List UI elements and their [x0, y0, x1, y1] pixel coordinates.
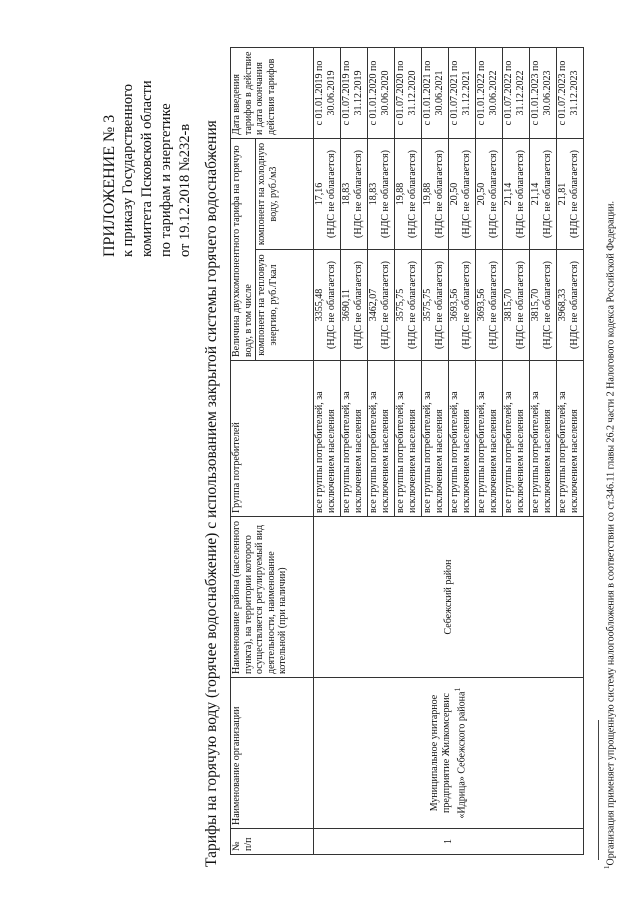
consumer-group: все группы потребителей, за исключением населения: [557, 361, 584, 517]
tariff-period: с 01.07.2019 по 31.12.2019: [341, 48, 368, 139]
cold-component: [503, 139, 530, 250]
cold-component: [449, 139, 476, 250]
cold-value: 19,88: [422, 182, 433, 206]
consumer-group: все группы потребителей, за исключением населения: [395, 361, 422, 517]
appendix-line: комитета Псковской области: [139, 80, 155, 257]
tariff-period: с 01.07.2022 по 31.12.2022: [503, 48, 530, 139]
table-row: [314, 48, 341, 855]
header-tariff: Величина двухкомпонентного тарифа на горячую воду, в том числе: [231, 139, 256, 361]
cold-value: 21,81: [557, 182, 568, 206]
cold-value: 21,14: [530, 182, 541, 206]
consumer-group: все группы потребителей, за исключением населения: [314, 361, 341, 517]
header-num: № п/п: [231, 829, 314, 855]
footnote-divider: [598, 720, 599, 860]
vat-note: (НДС не облагается): [406, 261, 418, 349]
vat-note: (НДС не облагается): [379, 150, 391, 238]
consumer-group: все группы потребителей, за исключением населения: [368, 361, 395, 517]
row-number: 1: [314, 829, 584, 855]
vat-note: (НДС не облагается): [379, 261, 391, 349]
vat-note: (НДС не облагается): [514, 261, 526, 349]
heat-value: 3815,70: [530, 288, 541, 322]
tariff-period: с 01.01.2019 по 30.06.2019: [314, 48, 341, 139]
footnote-ref: 1: [453, 687, 463, 692]
cold-component: [476, 139, 503, 250]
cold-value: 20,50: [449, 182, 460, 206]
vat-note: (НДС не облагается): [541, 150, 553, 238]
vat-note: (НДС не облагается): [568, 261, 580, 349]
vat-note: (НДС не облагается): [568, 150, 580, 238]
header-org: Наименование организации: [231, 678, 314, 829]
heat-component: [341, 250, 368, 361]
vat-note: (НДС не облагается): [460, 261, 472, 349]
vat-note: (НДС не облагается): [487, 261, 499, 349]
heat-value: 3815,70: [503, 288, 514, 322]
vat-note: (НДС не облагается): [433, 150, 445, 238]
heat-component: [503, 250, 530, 361]
heat-value: 3690,11: [341, 288, 352, 322]
heat-value: 3968,33: [557, 288, 568, 322]
vat-note: (НДС не облагается): [352, 261, 364, 349]
consumer-group: все группы потребителей, за исключением населения: [476, 361, 503, 517]
cold-value: 21,14: [503, 182, 514, 206]
header-dates: Дата введения тарифов в действие и дата окончания действия тарифов: [231, 48, 314, 139]
heat-component: [449, 250, 476, 361]
cold-component: [368, 139, 395, 250]
district-name: Себежский район: [314, 517, 584, 678]
tariff-period: с 01.01.2021 по 30.06.2021: [422, 48, 449, 139]
heat-component: [476, 250, 503, 361]
heat-value: 3462,07: [368, 288, 379, 322]
cold-value: 19,88: [395, 182, 406, 206]
consumer-group: все группы потребителей, за исключением населения: [530, 361, 557, 517]
consumer-group: все группы потребителей, за исключением населения: [503, 361, 530, 517]
organization-name: [314, 678, 584, 829]
consumer-group: все группы потребителей, за исключением населения: [341, 361, 368, 517]
appendix-date: от 19.12.2018 №232-в: [177, 123, 193, 257]
heat-value: 3355,48: [314, 288, 325, 322]
cold-component: [422, 139, 449, 250]
heat-component: [422, 250, 449, 361]
heat-component: [395, 250, 422, 361]
tariff-period: с 01.01.2022 по 30.06.2022: [476, 48, 503, 139]
tariff-period: с 01.01.2020 по 30.06.2020: [368, 48, 395, 139]
vat-note: (НДС не облагается): [487, 150, 499, 238]
appendix-number: ПРИЛОЖЕНИЕ № 3: [101, 114, 118, 257]
cold-value: 17,16: [314, 182, 325, 206]
cold-value: 20,50: [476, 182, 487, 206]
vat-note: (НДС не облагается): [325, 150, 337, 238]
cold-value: 18,83: [368, 182, 379, 206]
vat-note: (НДС не облагается): [352, 150, 364, 238]
appendix-line: по тарифам и энергетике: [158, 103, 174, 257]
header-group: Группа потребителей: [231, 361, 314, 517]
vat-note: (НДС не облагается): [514, 150, 526, 238]
tariff-period: с 01.07.2023 по 31.12.2023: [557, 48, 584, 139]
appendix-line: к приказу Государственного: [120, 84, 136, 257]
document-title: Тарифы на горячую воду (горячее водоснабжение) с использованием закрытой системы горячего водоснабжения: [203, 120, 220, 867]
footnote-text: Организация применяет упрощенную систему налогообложения в соответствии со ст.346.11 главы 26.2 части 2 Налогового кодекса Российской Федерации.: [605, 201, 617, 866]
header-heat: компонент на тепловую энергию, руб./Гкал: [256, 250, 314, 361]
cold-component: [314, 139, 341, 250]
heat-value: 3575,75: [422, 288, 433, 322]
cold-component: [557, 139, 584, 250]
footnote-marker: 1: [603, 865, 611, 869]
heat-value: 3693,56: [449, 288, 460, 322]
vat-note: (НДС не облагается): [460, 150, 472, 238]
heat-component: [368, 250, 395, 361]
appendix-header: [100, 17, 195, 257]
cold-component: [530, 139, 557, 250]
tariff-period: с 01.07.2021 по 31.12.2021: [449, 48, 476, 139]
heat-component: [530, 250, 557, 361]
consumer-group: все группы потребителей, за исключением населения: [422, 361, 449, 517]
footnote: [603, 201, 616, 869]
tariff-period: с 01.01.2023 по 30.06.2023: [530, 48, 557, 139]
header-district: Наименование района (населенного пункта), на территории которого осуществляется регулируемый вид деятельности, наименование котельной (при наличии): [231, 517, 314, 678]
vat-note: (НДС не облагается): [433, 261, 445, 349]
heat-value: 3693,56: [476, 288, 487, 322]
tariff-period: с 01.07.2020 по 31.12.2020: [395, 48, 422, 139]
header-cold: компонент на холодную воду, руб./м3: [256, 139, 314, 250]
organization-text: Муниципальное унитарное предприятие Жилкомсервис «Идрица» Себежского района: [429, 691, 468, 819]
vat-note: (НДС не облагается): [541, 261, 553, 349]
heat-component: [314, 250, 341, 361]
consumer-group: все группы потребителей, за исключением населения: [449, 361, 476, 517]
cold-value: 18,83: [341, 182, 352, 206]
vat-note: (НДС не облагается): [325, 261, 337, 349]
heat-value: 3575,75: [395, 288, 406, 322]
heat-component: [557, 250, 584, 361]
vat-note: (НДС не облагается): [406, 150, 418, 238]
cold-component: [395, 139, 422, 250]
cold-component: [341, 139, 368, 250]
tariff-table: [230, 47, 584, 855]
